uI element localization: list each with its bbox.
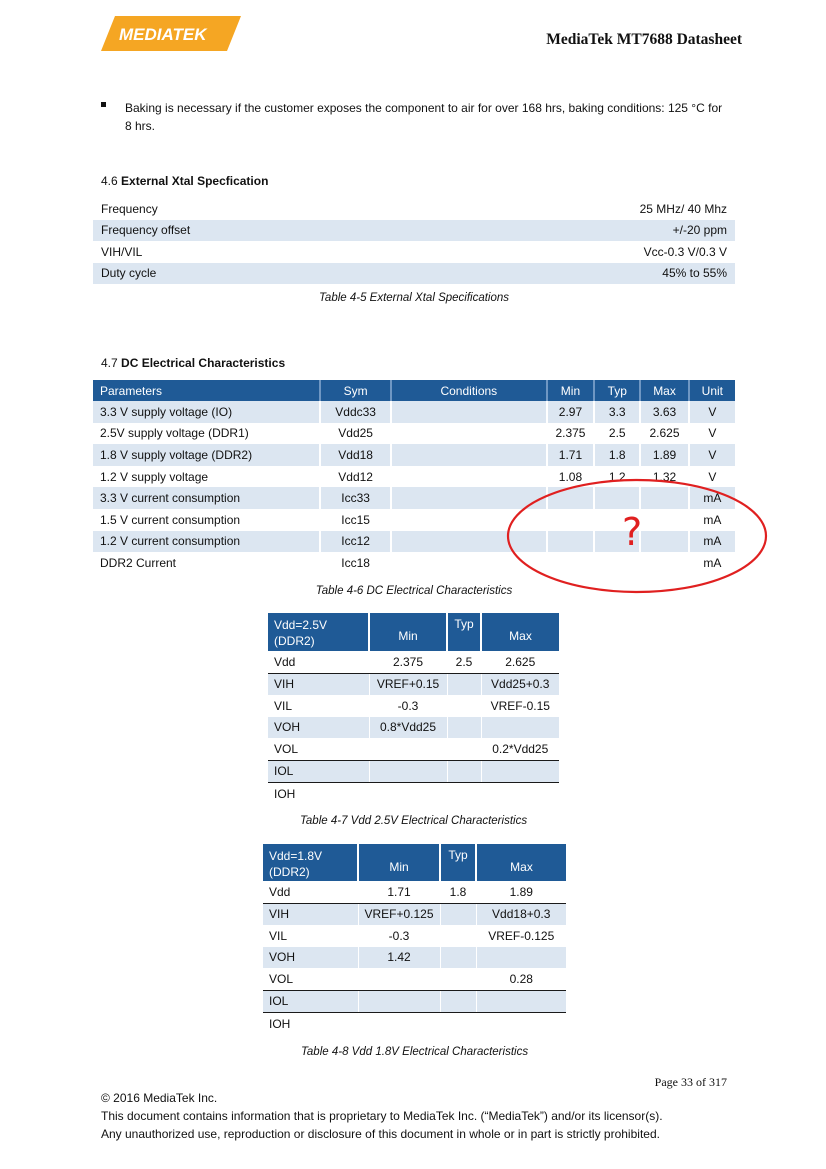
- table-cell: DDR2 Current: [100, 555, 177, 570]
- table-row: [93, 198, 735, 220]
- table-cell: 1.2 V supply voltage: [100, 469, 209, 484]
- table-cell: 1.08: [547, 466, 594, 488]
- table-cell: IOL: [268, 760, 369, 783]
- table-cell: 2.97: [547, 401, 594, 423]
- table-cell: Icc15: [320, 509, 390, 531]
- table-cell: Vdd: [268, 651, 369, 673]
- table-row: [263, 925, 566, 947]
- column-header: Typ: [440, 844, 476, 881]
- table-header-row: [268, 613, 559, 651]
- table-cell: VREF+0.15: [369, 673, 447, 695]
- table-row: [268, 651, 559, 673]
- table-cell: [476, 990, 566, 1013]
- table-cell: 2.625: [481, 651, 559, 673]
- table-cell: VOL: [268, 738, 369, 760]
- table-cell: V: [689, 401, 735, 423]
- table-cell: 3.3 V current consumption: [93, 487, 320, 509]
- table-cell: VIH: [263, 903, 358, 925]
- table-row: [93, 444, 735, 466]
- table-row: [263, 947, 566, 969]
- vdd18-table: [263, 844, 566, 1035]
- table-cell: [358, 968, 440, 990]
- table-cell: 1.8: [440, 881, 476, 903]
- table-cell: 25 MHz/ 40 Mhz: [639, 201, 727, 216]
- column-header: Vdd=1.8V (DDR2): [263, 844, 358, 881]
- column-header: Min: [547, 380, 594, 401]
- question-mark-annotation: ?: [622, 510, 643, 554]
- table-cell: IOH: [269, 1016, 291, 1031]
- table-cell: VREF-0.125: [476, 925, 566, 947]
- section-heading-xtal: [101, 174, 268, 188]
- table-cell: VOH: [263, 947, 358, 969]
- table-cell: 0.8*Vdd25: [369, 717, 447, 739]
- table-cell: 1.2: [594, 466, 640, 488]
- table-cell: [358, 1013, 440, 1035]
- table-cell: Icc18: [320, 552, 390, 574]
- table-cell: [481, 783, 559, 805]
- table-caption: Table 4-6 DC Electrical Characteristics: [315, 585, 513, 597]
- table-cell: [440, 903, 476, 925]
- table-cell: Vddc33: [320, 401, 390, 423]
- table-cell: mA: [689, 531, 735, 553]
- footer: [101, 1089, 741, 1143]
- section-number: 4.6: [101, 174, 118, 188]
- table-cell: VIL: [269, 928, 288, 943]
- table-cell: VIH/VIL: [101, 244, 143, 259]
- table-cell: Vcc-0.3 V/0.3 V: [643, 244, 727, 259]
- column-header: Sym: [320, 380, 390, 401]
- table-cell: 2.5: [447, 651, 481, 673]
- column-header: Max: [640, 380, 688, 401]
- table-caption: Table 4-5 External Xtal Specifications: [318, 292, 510, 304]
- table-cell: Frequency: [101, 201, 158, 216]
- table-header-row: [263, 844, 566, 881]
- table-cell: [440, 925, 476, 947]
- table-cell: 1.71: [358, 881, 440, 903]
- table-cell: [447, 738, 481, 760]
- table-cell: mA: [689, 509, 735, 531]
- table-cell: IOH: [274, 786, 296, 801]
- table-cell: VREF+0.125: [358, 903, 440, 925]
- table-cell: [369, 738, 447, 760]
- section-title: External Xtal Specfication: [121, 174, 269, 188]
- table-cell: [447, 717, 481, 739]
- table-cell: [391, 444, 547, 466]
- table-cell: [440, 1013, 476, 1035]
- section-title: DC Electrical Characteristics: [121, 356, 286, 370]
- table-cell: 2.625: [640, 423, 688, 445]
- table-cell: +/-20 ppm: [417, 220, 735, 242]
- copyright: © 2016 MediaTek Inc.: [101, 1091, 218, 1105]
- table-cell: IOL: [263, 990, 358, 1013]
- footer-notice-line: Any unauthorized use, reproduction or disclosure of this document in whole or in part is strictly prohibited.: [101, 1127, 660, 1141]
- table-cell: V: [689, 423, 735, 445]
- table-cell: -0.3: [358, 925, 440, 947]
- table-cell: 1.42: [358, 947, 440, 969]
- column-header: Parameters: [93, 380, 320, 401]
- table-row: [268, 738, 559, 760]
- column-header: Typ: [447, 613, 481, 651]
- table-cell: VIL: [274, 698, 293, 713]
- table-cell: V: [689, 444, 735, 466]
- bullet-square-icon: [101, 102, 106, 107]
- table-cell: 0.28: [476, 968, 566, 990]
- table-row: [263, 968, 566, 990]
- table-row: [268, 695, 559, 717]
- table-cell: Vdd18: [320, 444, 390, 466]
- table-row: [263, 903, 566, 925]
- table-cell: VOL: [263, 968, 358, 990]
- table-cell: 1.71: [547, 444, 594, 466]
- column-header: Max: [476, 844, 566, 881]
- table-cell: [440, 947, 476, 969]
- table-cell: [447, 695, 481, 717]
- table-row: [93, 401, 735, 423]
- table-cell: 1.8 V supply voltage (DDR2): [93, 444, 320, 466]
- table-cell: [476, 947, 566, 969]
- table-row: [263, 881, 566, 903]
- table-cell: [391, 401, 547, 423]
- table-cell: [440, 968, 476, 990]
- table-row: [263, 990, 566, 1013]
- table-cell: Vdd12: [320, 466, 390, 488]
- baking-note: Baking is necessary if the customer exposes the component to air for over 168 hrs, baking conditions: 125 °C for 8 hrs.: [125, 101, 723, 133]
- table-header-row: [93, 380, 735, 401]
- table-row: [268, 673, 559, 695]
- table-cell: [481, 760, 559, 783]
- page-number: Page 33 of 317: [654, 1075, 727, 1089]
- table-row: [268, 717, 559, 739]
- table-cell: 3.3: [594, 401, 640, 423]
- table-row: [268, 760, 559, 783]
- table-cell: [440, 990, 476, 1013]
- table-cell: 45% to 55%: [417, 263, 735, 285]
- column-header: Min: [369, 613, 447, 651]
- table-cell: [369, 760, 447, 783]
- table-row: [93, 220, 735, 242]
- table-cell: 1.89: [640, 444, 688, 466]
- table-cell: mA: [689, 552, 735, 574]
- table-cell: 1.2 V current consumption: [93, 531, 320, 553]
- table-cell: [447, 673, 481, 695]
- table-cell: VREF-0.15: [481, 695, 559, 717]
- table-cell: 0.2*Vdd25: [481, 738, 559, 760]
- column-header: Vdd=2.5V (DDR2): [268, 613, 369, 651]
- section-heading-dc: [101, 356, 285, 370]
- table-caption: Table 4-8 Vdd 1.8V Electrical Characteristics: [300, 1046, 529, 1058]
- footer-notice-line: This document contains information that is proprietary to MediaTek Inc. (“MediaTek”) and/or its licensor(s).: [101, 1109, 663, 1123]
- table-cell: Icc12: [320, 531, 390, 553]
- table-caption: Table 4-7 Vdd 2.5V Electrical Characteristics: [299, 815, 528, 827]
- table-row: [93, 263, 735, 285]
- table-cell: [358, 990, 440, 1013]
- column-header: Conditions: [391, 380, 547, 401]
- table-cell: 2.375: [547, 423, 594, 445]
- table-cell: Vdd: [263, 881, 358, 903]
- table-cell: 3.3 V supply voltage (IO): [93, 401, 320, 423]
- table-cell: [476, 1013, 566, 1035]
- table-cell: [391, 423, 547, 445]
- table-cell: VOH: [268, 717, 369, 739]
- document-title: MediaTek MT7688 Datasheet: [546, 31, 742, 48]
- table-cell: 1.89: [476, 881, 566, 903]
- table-cell: V: [689, 466, 735, 488]
- table-row: [93, 241, 735, 263]
- column-header: Min: [358, 844, 440, 881]
- table-cell: [369, 783, 447, 805]
- section-number: 4.7: [101, 356, 118, 370]
- table-cell: [481, 717, 559, 739]
- table-row: [268, 783, 559, 805]
- table-cell: [447, 760, 481, 783]
- table-cell: [447, 783, 481, 805]
- table-cell: 3.63: [640, 401, 688, 423]
- column-header: Max: [481, 613, 559, 651]
- logo-text: MEDIATEK: [119, 25, 207, 44]
- table-cell: -0.3: [369, 695, 447, 717]
- xtal-spec-table: [93, 198, 735, 284]
- table-cell: 1.5 V current consumption: [100, 512, 241, 527]
- table-cell: VIH: [268, 673, 369, 695]
- table-cell: Frequency offset: [93, 220, 417, 242]
- table-cell: 1.32: [640, 466, 688, 488]
- table-cell: 2.5: [594, 423, 640, 445]
- table-cell: Duty cycle: [93, 263, 417, 285]
- vdd25-table: [268, 613, 559, 805]
- table-cell: mA: [689, 487, 735, 509]
- table-cell: 2.5V supply voltage (DDR1): [100, 426, 249, 441]
- column-header: Typ: [594, 380, 640, 401]
- table-cell: Vdd25+0.3: [481, 673, 559, 695]
- table-cell: Icc33: [320, 487, 390, 509]
- table-cell: 2.375: [369, 651, 447, 673]
- table-cell: Vdd18+0.3: [476, 903, 566, 925]
- column-header: Unit: [689, 380, 735, 401]
- table-cell: 1.8: [594, 444, 640, 466]
- table-row: [263, 1013, 566, 1035]
- table-cell: Vdd25: [320, 423, 390, 445]
- table-row: [93, 423, 735, 445]
